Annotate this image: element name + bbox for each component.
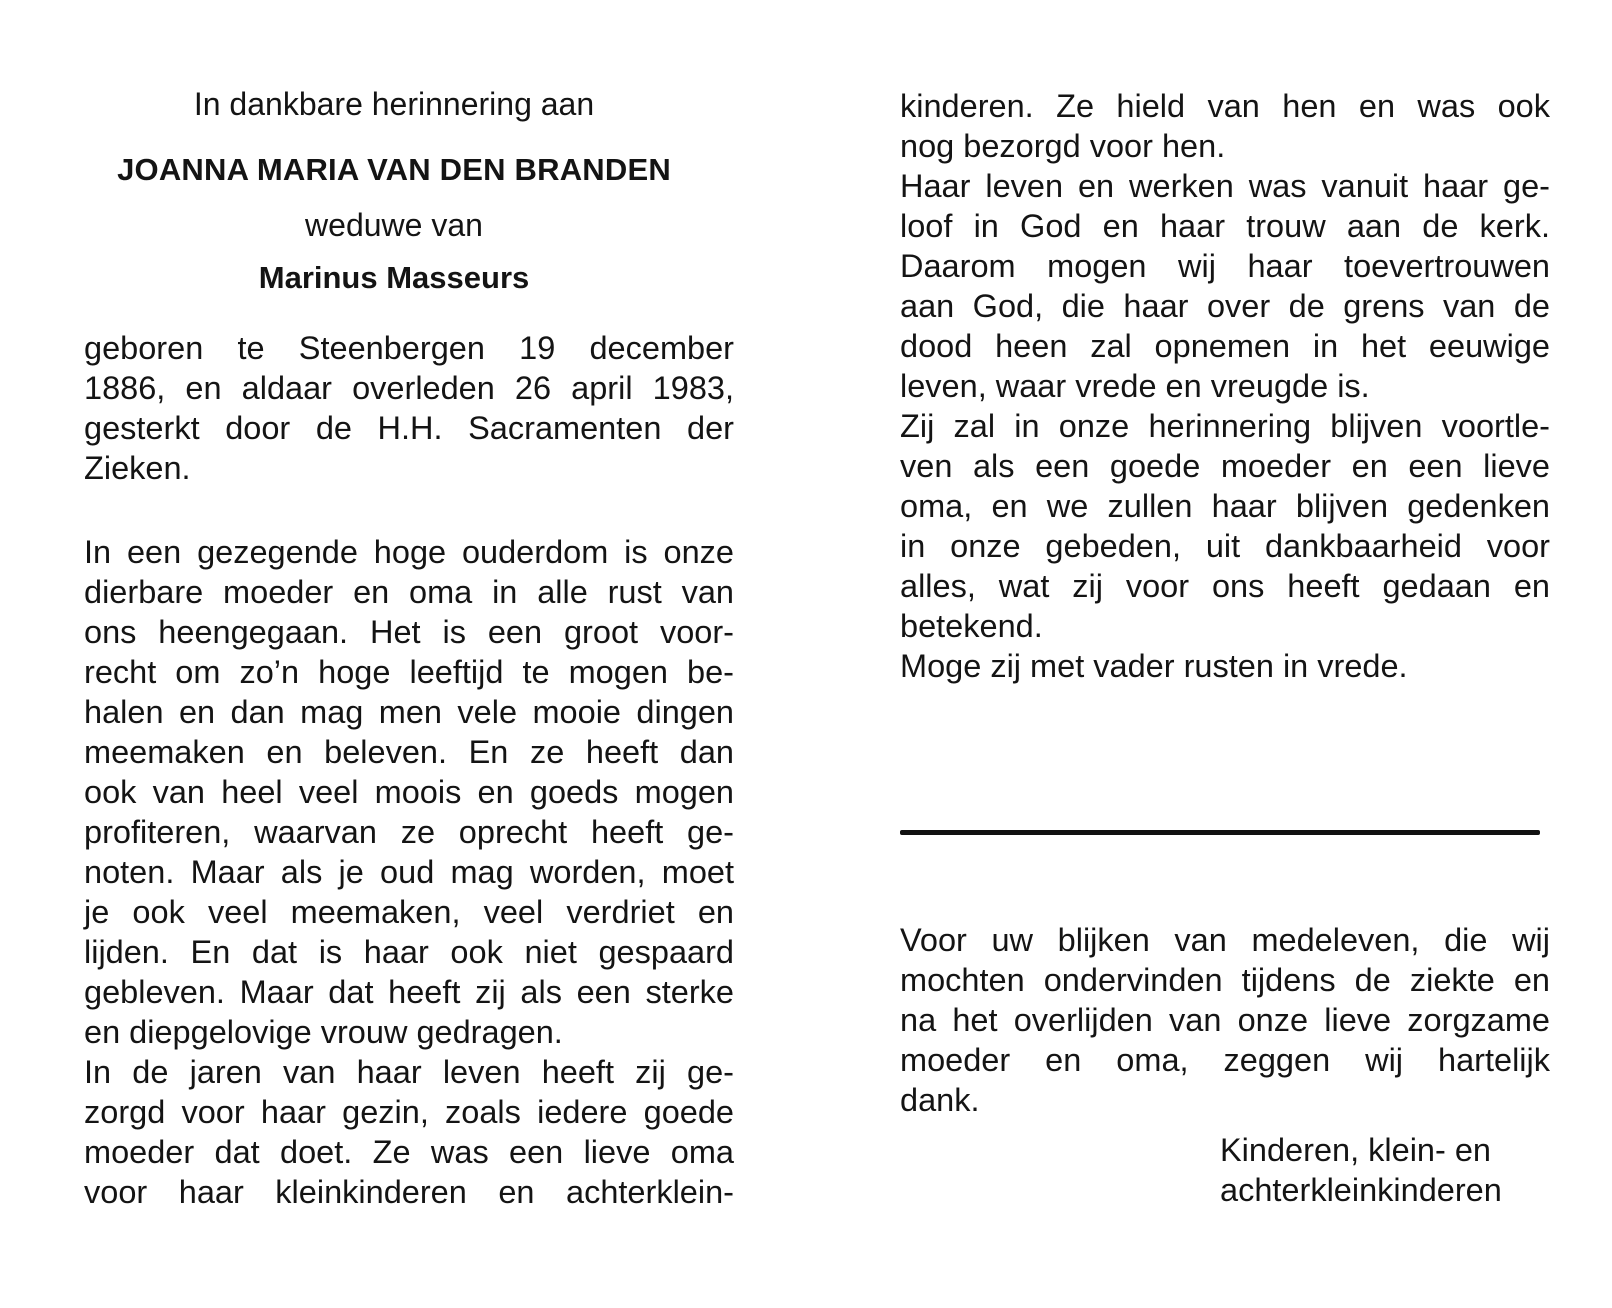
text-line: recht om zo’n hoge leeftijd te mogen be- [84,654,734,690]
text-line: moeder en oma, zeggen wij hartelijk [900,1042,1550,1078]
text-line: ons heengegaan. Het is een groot voor- [84,614,734,650]
text-line: moeder dat doet. Ze was een lieve oma [84,1134,734,1170]
text-line: lijden. En dat is haar ook niet gespaard [84,934,734,970]
text-line: meemaken en beleven. En ze heeft dan [84,734,734,770]
text-line: mochten ondervinden tijdens de ziekte en [900,962,1550,998]
text-line: leven, waar vrede en vreugde is. [900,368,1370,404]
thanks-paragraph [900,920,1550,1120]
text-line: Voor uw blijken van medeleven, die wij [900,922,1550,958]
text-line: voor haar kleinkinderen en achterklein- [84,1174,734,1210]
signature-block [1220,1130,1502,1210]
text-line: ven als een goede moeder en een lieve [900,448,1550,484]
text-line: Daarom mogen wij haar toevertrouwen [900,248,1550,284]
text-line: Zieken. [84,450,191,486]
deceased-name: JOANNA MARIA VAN DEN BRANDEN [117,152,671,187]
text-line: dierbare moeder en oma in alle rust van [84,574,734,610]
text-line: profiteren, waarvan ze oprecht heeft ge- [84,814,734,850]
text-line: na het overlijden van onze lieve zorgzame [900,1002,1550,1038]
text-line: betekend. [900,608,1043,644]
birth-death-paragraph [84,328,734,488]
text-line: ook van heel veel moois en goeds mogen [84,774,734,810]
text-line: loof in God en haar trouw aan de kerk. [900,208,1550,244]
text-line: halen en dan mag men vele mooie dingen [84,694,734,730]
text-line: nog bezorgd voor hen. [900,128,1226,164]
text-line: alles, wat zij voor ons heeft gedaan en [900,568,1550,604]
signature-line: Kinderen, klein- en [1220,1132,1491,1168]
widow-of-label: weduwe van [305,207,483,243]
text-line: In een gezegende hoge ouderdom is onze [84,534,734,570]
tribute-paragraph [84,532,734,1212]
text-line: In de jaren van haar leven heeft zij ge- [84,1054,734,1090]
text-line: zorgd voor haar gezin, zoals iedere goede [84,1094,734,1130]
text-line: Haar leven en werken was vanuit haar ge- [900,168,1550,204]
text-line: gebleven. Maar dat heeft zij als een sterke [84,974,734,1010]
text-line: Zij zal in onze herinnering blijven voortle- [900,408,1550,444]
text-line: dank. [900,1082,980,1118]
text-line: Moge zij met vader rusten in vrede. [900,648,1408,684]
text-line: noten. Maar als je oud mag worden, moet [84,854,734,890]
signature-line: achterkleinkinderen [1220,1172,1502,1208]
text-line: en diepgelovige vrouw gedragen. [84,1014,563,1050]
divider-line [900,830,1540,835]
text-line: oma, en we zullen haar blijven gedenken [900,488,1550,524]
husband-name: Marinus Masseurs [258,260,530,295]
text-line: geboren te Steenbergen 19 december [84,330,734,366]
text-line: in onze gebeden, uit dankbaarheid voor [900,528,1550,564]
text-line: 1886, en aldaar overleden 26 april 1983, [84,370,734,406]
text-line: dood heen zal opnemen in het eeuwige [900,328,1550,364]
text-line: aan God, die haar over de grens van de [900,288,1550,324]
text-line: kinderen. Ze hield van hen en was ook [900,88,1550,124]
text-line: gesterkt door de H.H. Sacramenten der [84,410,734,446]
text-line: je ook veel meemaken, veel verdriet en [84,894,734,930]
intro-heading: In dankbare herinnering aan [193,86,595,122]
continuation-paragraph [900,86,1550,686]
